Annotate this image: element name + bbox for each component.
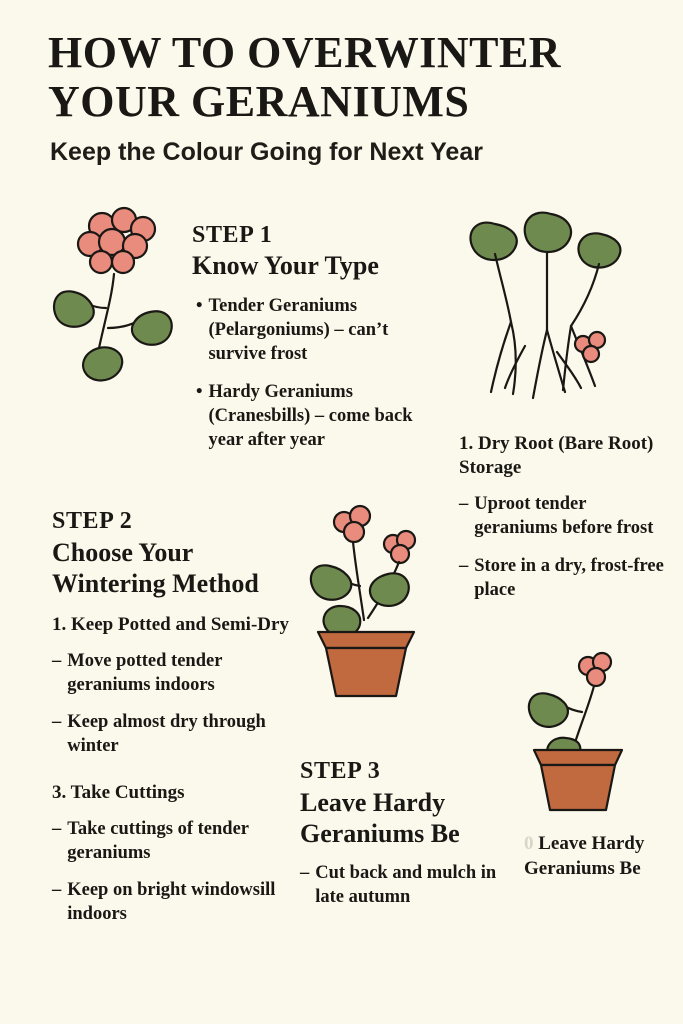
step-3-label: STEP 3	[300, 758, 381, 784]
step-2-sub2-heading: 3. Take Cuttings	[52, 782, 185, 804]
step-1-bullet-text: Hardy Geraniums (Cranesbills) – come back year after year	[208, 381, 413, 450]
dry-root-bullet-text: Store in a dry, frost-free place	[474, 555, 664, 600]
flowering-geranium-illustration	[44, 196, 194, 391]
potted-geranium-illustration	[296, 500, 436, 705]
small-potted-geranium-illustration	[510, 646, 640, 821]
page-subtitle: Keep the Colour Going for Next Year	[50, 138, 483, 166]
bare-root-geranium-illustration	[455, 196, 640, 416]
step-3-bullet	[300, 861, 522, 909]
step-2-label: STEP 2	[52, 508, 133, 534]
section-spacer	[52, 771, 292, 781]
dash-marker-icon: –	[459, 555, 469, 576]
step-2-sub1-bullet-text: Move potted tender geraniums indoors	[67, 651, 223, 696]
step-2-sub2-bullet-text: Keep on bright windowsill indoors	[67, 880, 276, 925]
dry-root-bullet	[459, 492, 665, 540]
step-1-bullet-text: Tender Geraniums (Pelargoniums) – can’t survive frost	[208, 295, 389, 364]
step-1-section	[192, 222, 444, 466]
step-2-heading: Choose Your Wintering Method	[52, 538, 259, 598]
step-1-bullet	[192, 380, 444, 452]
dash-marker-icon: –	[52, 880, 62, 901]
step-1-label: STEP 1	[192, 222, 273, 248]
step-3-section	[300, 758, 522, 919]
dash-marker-icon: –	[52, 819, 62, 840]
dash-marker-icon: –	[52, 712, 62, 733]
step-2-sub1-bullet-text: Keep almost dry through winter	[67, 712, 266, 757]
bullet-marker-icon: •	[196, 381, 203, 402]
bullet-marker-icon: •	[196, 295, 203, 316]
hardy-note-section	[524, 832, 664, 881]
dash-marker-icon: –	[459, 493, 469, 514]
step-2-sub1-bullet	[52, 649, 292, 697]
step-3-bullet-text: Cut back and mulch in late autumn	[315, 863, 497, 908]
step-2-sub2-bullet	[52, 878, 292, 926]
step-2-section	[52, 508, 292, 939]
step-2-sub1-heading: 1. Keep Potted and Semi-Dry	[52, 614, 289, 636]
step-1-bullet	[192, 294, 444, 366]
step-3-heading: Leave Hardy Geraniums Be	[300, 788, 460, 848]
dry-root-bullet-text: Uproot tender geraniums before frost	[474, 493, 654, 538]
hardy-note-text: Leave Hardy Geraniums Be	[524, 833, 645, 879]
dash-marker-icon: –	[52, 651, 62, 672]
step-2-sub2-bullet-text: Take cuttings of tender geraniums	[67, 819, 249, 864]
page-title: HOW TO OVERWINTER YOUR GERANIUMS	[48, 28, 562, 127]
step-2-sub1-bullet	[52, 710, 292, 758]
step-1-heading: Know Your Type	[192, 251, 379, 280]
hardy-note-marker: 0	[524, 833, 534, 854]
dry-root-heading: 1. Dry Root (Bare Root) Storage	[459, 433, 654, 478]
hardy-note	[524, 832, 664, 881]
step-2-sub2-bullet	[52, 817, 292, 865]
dash-marker-icon: –	[300, 863, 310, 884]
dry-root-bullet	[459, 554, 665, 602]
dry-root-section	[459, 432, 665, 616]
